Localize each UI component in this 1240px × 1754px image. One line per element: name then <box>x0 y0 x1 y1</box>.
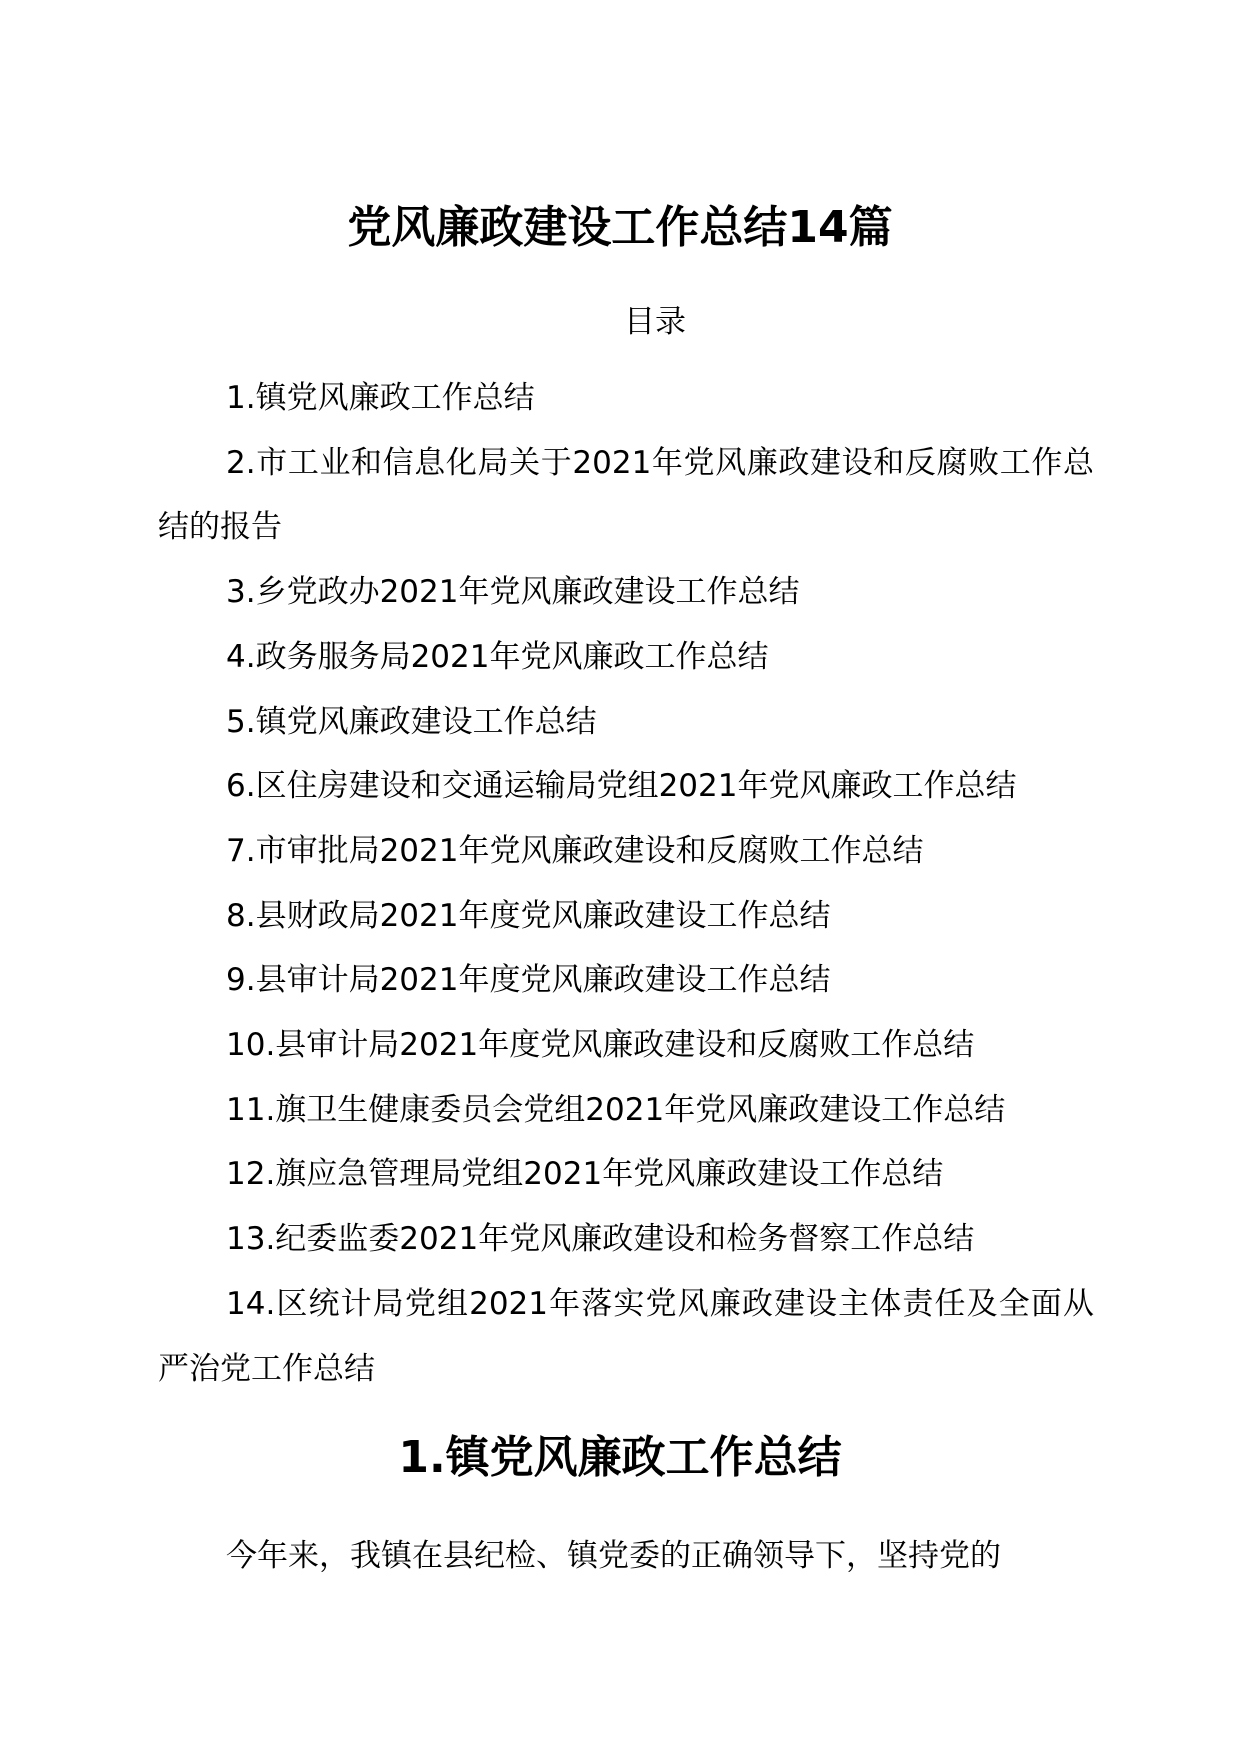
document-title: 党风廉政建设工作总结14篇 <box>347 202 893 253</box>
toc-item: 12.旗应急管理局党组2021年党风廉政建设工作总结 <box>226 1156 944 1193</box>
toc-item: 2.市工业和信息化局关于2021年党风廉政建设和反腐败工作总结的报告 <box>158 444 1094 546</box>
toc-item: 11.旗卫生健康委员会党组2021年党风廉政建设工作总结 <box>226 1091 1006 1128</box>
toc-item: 4.政务服务局2021年党风廉政工作总结 <box>226 638 769 675</box>
toc-item: 14.区统计局党组2021年落实党风廉政建设主体责任及全面从严治党工作总结 <box>158 1285 1094 1387</box>
toc-item: 13.纪委监委2021年党风廉政建设和检务督察工作总结 <box>226 1221 975 1258</box>
section-title: 1.镇党风廉政工作总结 <box>398 1432 842 1483</box>
toc-list <box>158 366 1094 1401</box>
toc-heading: 目录 <box>624 304 686 340</box>
toc-item: 8.县财政局2021年度党风廉政建设工作总结 <box>226 897 831 934</box>
toc-item: 1.镇党风廉政工作总结 <box>226 380 535 416</box>
toc-item: 10.县审计局2021年度党风廉政建设和反腐败工作总结 <box>226 1027 975 1064</box>
toc-item: 7.市审批局2021年党风廉政建设和反腐败工作总结 <box>226 832 924 869</box>
toc-item: 3.乡党政办2021年党风廉政建设工作总结 <box>226 574 800 611</box>
body-paragraph: 今年来，我镇在县纪检、镇党委的正确领导下，坚持党的 <box>226 1538 1001 1574</box>
toc-item: 5.镇党风廉政建设工作总结 <box>226 703 597 740</box>
toc-item: 9.县审计局2021年度党风廉政建设工作总结 <box>226 962 831 999</box>
toc-item: 6.区住房建设和交通运输局党组2021年党风廉政工作总结 <box>226 768 1017 805</box>
